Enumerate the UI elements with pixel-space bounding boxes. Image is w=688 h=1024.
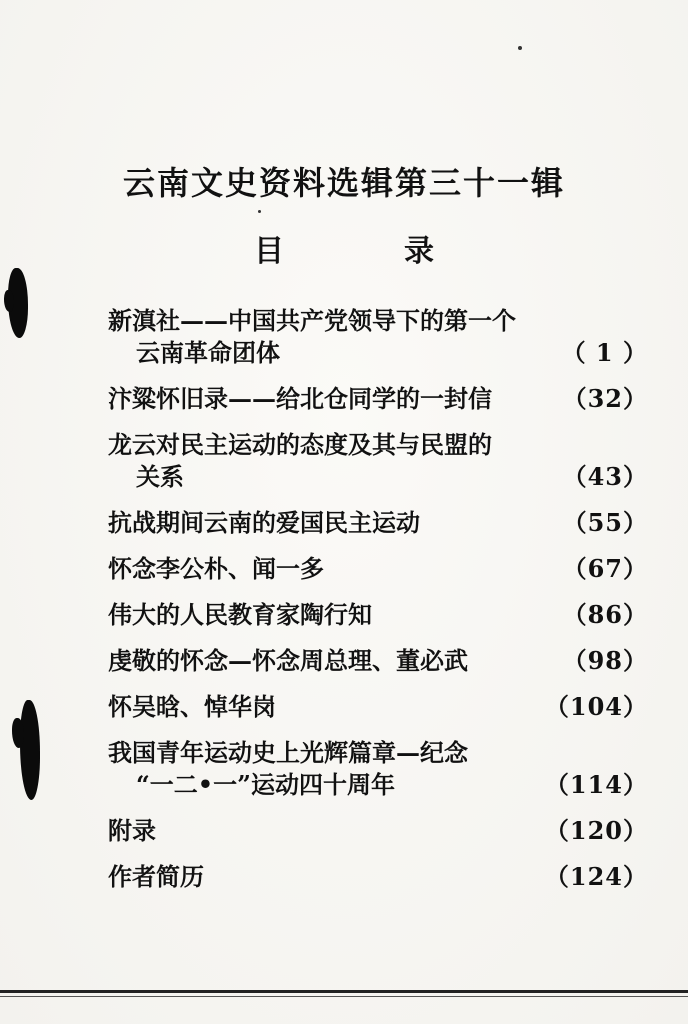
- table-of-contents: [108, 305, 648, 893]
- toc-page-number: （124）: [544, 862, 648, 891]
- toc-entry[interactable]: [108, 553, 648, 585]
- toc-page-number: （32）: [562, 384, 648, 413]
- toc-entry[interactable]: [108, 645, 648, 677]
- toc-page-number: （55）: [562, 508, 648, 537]
- ink-blot: [4, 290, 14, 312]
- speck: [258, 210, 261, 213]
- toc-entry[interactable]: [108, 815, 648, 847]
- speck: [518, 46, 522, 50]
- toc-entry-title-cont: “一二•一”运动四十周年: [136, 770, 395, 799]
- toc-entry[interactable]: [108, 383, 648, 415]
- toc-entry-title: 我国青年运动史上光辉篇章—纪念: [108, 738, 468, 767]
- toc-entry-title: 虔敬的怀念—怀念周总理、董必武: [108, 646, 468, 675]
- toc-entry-title: 怀吴晗、悼华岗: [108, 692, 276, 721]
- toc-entry-title: 附录: [108, 816, 156, 845]
- toc-entry[interactable]: [108, 737, 648, 801]
- toc-entry[interactable]: [108, 507, 648, 539]
- toc-entry[interactable]: [108, 305, 648, 369]
- toc-entry-title: 新滇社——中国共产党领导下的第一个: [108, 306, 516, 335]
- toc-entry-title: 伟大的人民教育家陶行知: [108, 600, 372, 629]
- toc-page-number: （67）: [562, 554, 648, 583]
- toc-page-number: （98）: [562, 646, 648, 675]
- ink-blot: [20, 700, 40, 800]
- toc-entry-title-cont: 关系: [136, 462, 184, 491]
- toc-page-number: （86）: [562, 600, 648, 629]
- toc-page-number: （ 1 ）: [561, 338, 648, 367]
- toc-heading-left: 目: [254, 234, 284, 269]
- bottom-rule-thin: [0, 996, 688, 997]
- toc-entry[interactable]: [108, 691, 648, 723]
- bottom-rule: [0, 990, 688, 993]
- toc-entry-title: 怀念李公朴、闻一多: [108, 554, 324, 583]
- ink-blot: [12, 718, 24, 748]
- toc-entry-title: 龙云对民主运动的态度及其与民盟的: [108, 430, 492, 459]
- toc-page-number: （120）: [544, 816, 648, 845]
- toc-entry-title: 作者简历: [108, 862, 204, 891]
- toc-page-number: （114）: [544, 770, 648, 799]
- toc-entry-title: 汴粱怀旧录——给北仓同学的一封信: [108, 384, 492, 413]
- toc-entry-title-cont: 云南革命团体: [136, 338, 280, 367]
- toc-heading: [0, 226, 688, 270]
- toc-page-number: （43）: [562, 462, 648, 491]
- toc-entry[interactable]: [108, 429, 648, 493]
- toc-page-number: （104）: [544, 692, 648, 721]
- toc-heading-right: 录: [404, 234, 434, 269]
- toc-entry-title: 抗战期间云南的爱国民主运动: [108, 508, 420, 537]
- book-title: 云南文史资料选辑第三十一辑: [122, 164, 565, 202]
- toc-entry[interactable]: [108, 599, 648, 631]
- toc-entry[interactable]: [108, 861, 648, 893]
